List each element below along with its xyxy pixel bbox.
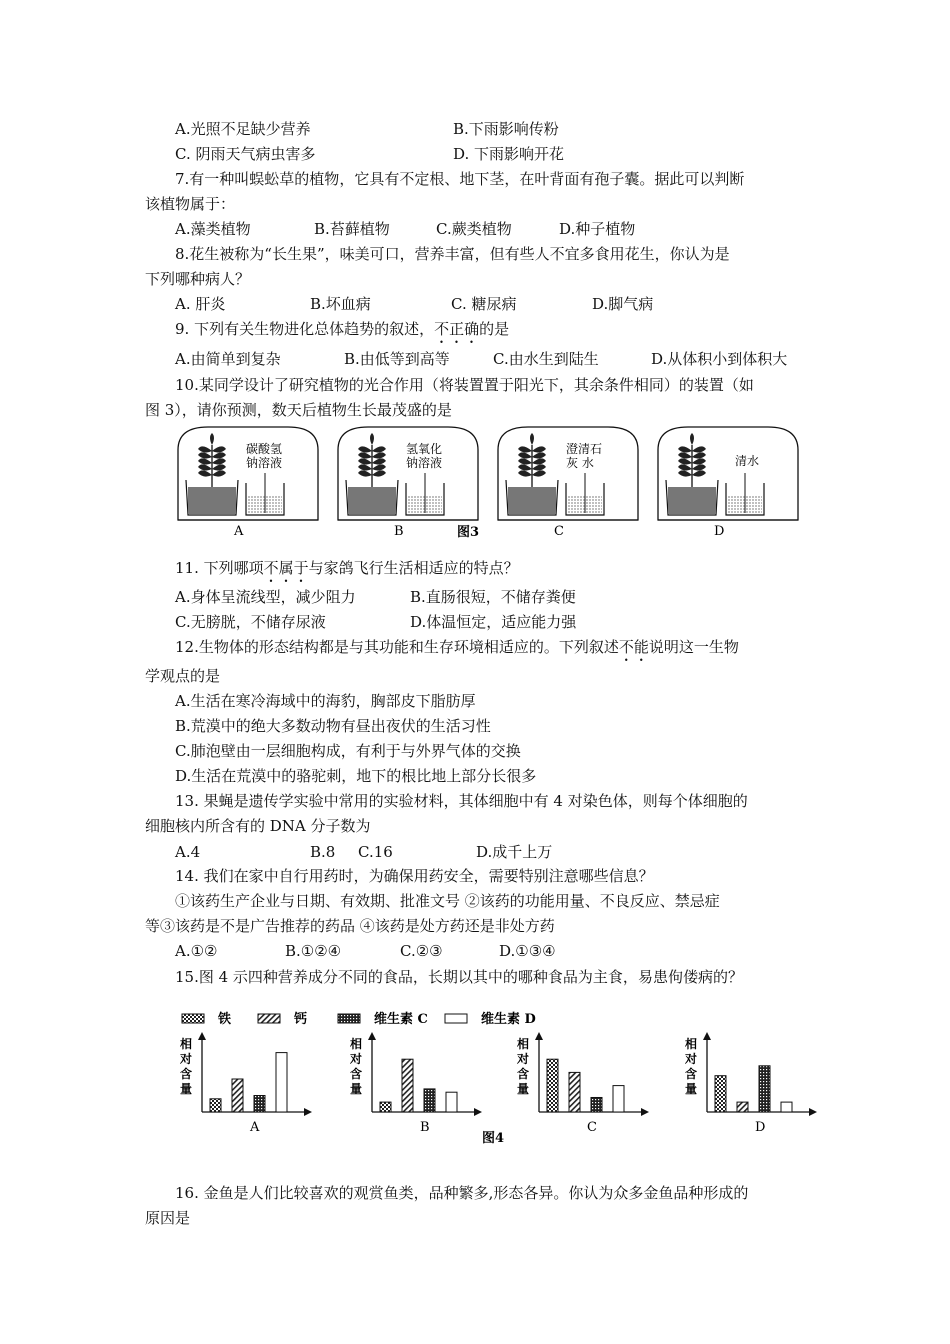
- leaf: [692, 446, 706, 452]
- q9-option-a: A.由简单到复杂: [175, 350, 281, 368]
- leaf: [530, 433, 534, 445]
- leaf: [678, 446, 692, 452]
- x-axis-arrow: [304, 1108, 312, 1116]
- panel-letter: C: [554, 524, 564, 539]
- leaf: [518, 470, 532, 476]
- bar-维生素 C: [254, 1096, 265, 1113]
- legend-label: 钙: [294, 1012, 308, 1027]
- leaf: [532, 470, 546, 476]
- q11-option-d: D.体温恒定，适应能力强: [410, 613, 577, 631]
- q12-option-a: A.生活在寒冷海域中的海豹，胸部皮下脂肪厚: [175, 692, 476, 710]
- leaf: [198, 446, 212, 452]
- q11-option-c: C.无膀胱，不储存尿液: [175, 613, 326, 631]
- leaf: [532, 464, 546, 470]
- leaf: [370, 433, 374, 445]
- legend-label: 维生素 D: [481, 1012, 536, 1027]
- q14-option-d: D.①③④: [499, 942, 556, 960]
- y-axis-label: 含: [517, 1067, 530, 1081]
- q7-stem-line2: 该植物属于：: [145, 195, 236, 213]
- q13-option-c: C.16: [358, 843, 393, 861]
- leaf: [358, 452, 372, 458]
- q14-option-c: C.②③: [400, 942, 443, 960]
- soil: [508, 487, 556, 514]
- q7-option-a: A.藻类植物: [175, 220, 251, 238]
- q13-stem-line1: 13. 果蝇是遗传学实验中常用的实验材料，其体细胞中有 4 对染色体，则每个体细胞的: [175, 792, 748, 810]
- chart-b: [349, 1032, 482, 1135]
- q8-stem-line1: 8.花生被称为“长生果”，味美可口，营养丰富，但有些人不宜多食用花生，你认为是: [175, 245, 730, 263]
- y-axis-label: 含: [180, 1067, 193, 1081]
- bar-维生素 D: [781, 1102, 792, 1112]
- apparatus-d: [658, 427, 798, 539]
- soil: [348, 487, 396, 514]
- apparatus-c: [498, 427, 638, 539]
- figure-3-apparatus: [170, 425, 820, 550]
- q14-item-line2: 等③该药是不是广告推荐的药品 ④该药是处方药还是非处方药: [145, 917, 555, 935]
- q11-stem: 11. 下列哪项不属于与家鸽飞行生活相适应的特点？: [175, 559, 519, 577]
- y-axis-label: 量: [180, 1082, 193, 1096]
- x-axis-arrow: [474, 1108, 482, 1116]
- bar-铁: [380, 1102, 391, 1112]
- q14-item-line1: ①该药生产企业与日期、有效期、批准文号 ②该药的功能用量、不良反应、禁忌症: [175, 892, 720, 910]
- leaf: [212, 464, 226, 470]
- panel-letter: B: [394, 524, 404, 539]
- q7-stem-line1: 7.有一种叫蜈蚣草的植物，它具有不定根、地下茎，在叶背面有孢子囊。据此可以判断: [175, 170, 745, 188]
- soil: [668, 487, 716, 514]
- leaf: [692, 458, 706, 464]
- q14-option-a: A.①②: [175, 942, 218, 960]
- q14-option-b: B.①②④: [285, 942, 342, 960]
- solution-label: 澄清石: [566, 442, 603, 456]
- y-axis-label: 相: [685, 1037, 698, 1051]
- q9-option-c: C.由水生到陆生: [493, 350, 599, 368]
- q6-option-c: C. 阴雨天气病虫害多: [175, 145, 316, 163]
- bar-维生素 C: [759, 1066, 770, 1112]
- solution-label: 钠溶液: [406, 456, 443, 470]
- leaf: [198, 452, 212, 458]
- leaf: [532, 458, 546, 464]
- leaf: [210, 433, 214, 445]
- legend-label: 维生素 C: [374, 1012, 428, 1027]
- q13-stem-line2: 细胞核内所含有的 DNA 分子数为: [145, 817, 371, 835]
- q13-option-a: A.4: [175, 843, 201, 861]
- q9-option-d: D.从体积小到体积大: [651, 350, 788, 368]
- figure-4-charts: [170, 1000, 840, 1150]
- y-axis-label: 对: [685, 1052, 698, 1066]
- leaf: [358, 458, 372, 464]
- q9-option-b: B.由低等到高等: [344, 350, 450, 368]
- leaf: [372, 458, 386, 464]
- leaf: [518, 452, 532, 458]
- leaf: [198, 458, 212, 464]
- leaf: [358, 470, 372, 476]
- legend-swatch: [182, 1014, 204, 1023]
- solution-label: 清水: [735, 454, 760, 468]
- q8-option-a: A. 肝炎: [175, 295, 226, 313]
- q14-stem: 14. 我们在家中自行用药时，为确保用药安全，需要特别注意哪些信息？: [175, 867, 654, 885]
- bar-钙: [402, 1059, 413, 1112]
- q13-option-b: B.8: [310, 843, 336, 861]
- q16-stem-line1: 16. 金鱼是人们比较喜欢的观赏鱼类，品种繁多,形态各异。你认为众多金鱼品种形成的: [175, 1184, 749, 1202]
- y-axis-label: 对: [350, 1052, 363, 1066]
- legend-swatch: [338, 1014, 360, 1023]
- bar-铁: [547, 1059, 558, 1112]
- q12-stem-line1: 12.生物体的形态结构都是与其功能和生存环境相适应的。下列叙述不能说明这一生物: [175, 638, 739, 656]
- q15-stem: 15.图 4 示四种营养成分不同的食品，长期以其中的哪种食品为主食，易患佝偻病的？: [175, 968, 743, 986]
- leaf: [372, 452, 386, 458]
- leaf: [532, 446, 546, 452]
- q6-option-b: B.下雨影响传粉: [453, 120, 559, 138]
- y-axis-label: 相: [517, 1037, 530, 1051]
- bar-维生素 D: [446, 1092, 457, 1112]
- solution-label: 钠溶液: [246, 456, 283, 470]
- chart-letter: D: [755, 1120, 766, 1135]
- bar-铁: [210, 1099, 221, 1112]
- leaf: [678, 464, 692, 470]
- apparatus-a: [178, 427, 318, 539]
- q12-option-b: B.荒漠中的绝大多数动物有昼出夜伏的生活习性: [175, 717, 491, 735]
- q8-option-d: D.脚气病: [592, 295, 654, 313]
- panel-letter: D: [714, 524, 725, 539]
- leaf: [678, 452, 692, 458]
- y-axis-label: 对: [180, 1052, 193, 1066]
- y-axis-label: 相: [350, 1037, 363, 1051]
- chart-letter: B: [420, 1120, 430, 1135]
- y-axis-label: 量: [685, 1082, 698, 1096]
- y-axis-label: 相: [180, 1037, 193, 1051]
- leaf: [518, 464, 532, 470]
- q10-stem-line2: 图 3），请你预测，数天后植物生长最茂盛的是: [145, 401, 452, 419]
- bar-维生素 C: [591, 1097, 602, 1112]
- chart-letter: A: [250, 1120, 260, 1135]
- apparatus-b: [338, 427, 478, 539]
- chart-d: [684, 1032, 817, 1135]
- q8-stem-line2: 下列哪种病人？: [145, 270, 251, 288]
- leaf: [690, 433, 694, 445]
- q13-option-d: D.成千上万: [476, 843, 553, 861]
- bar-钙: [232, 1079, 243, 1112]
- legend-label: 铁: [218, 1012, 232, 1027]
- solution-label: 氢氧化: [406, 442, 443, 456]
- leaf: [198, 470, 212, 476]
- leaf: [212, 470, 226, 476]
- y-axis-label: 量: [517, 1082, 530, 1096]
- leaf: [358, 446, 372, 452]
- leaf: [212, 452, 226, 458]
- panel-letter: A: [234, 524, 244, 539]
- q7-option-b: B.苔藓植物: [314, 220, 390, 238]
- chart-a: [179, 1032, 312, 1135]
- leaf: [692, 464, 706, 470]
- q9-stem: 9. 下列有关生物进化总体趋势的叙述，不正确的是: [175, 320, 510, 338]
- q10-stem-line1: 10.某同学设计了研究植物的光合作用（将装置置于阳光下，其余条件相同）的装置（如: [175, 376, 754, 394]
- bar-钙: [569, 1072, 580, 1112]
- y-axis-label: 量: [350, 1082, 363, 1096]
- solution-label: 灰 水: [566, 456, 594, 470]
- y-axis-arrow: [198, 1032, 206, 1040]
- leaf: [692, 470, 706, 476]
- bar-钙: [737, 1102, 748, 1112]
- leaf: [372, 470, 386, 476]
- chart-c: [516, 1032, 649, 1135]
- q6-option-d: D. 下雨影响开花: [453, 145, 565, 163]
- leaf: [532, 452, 546, 458]
- leaf: [358, 464, 372, 470]
- legend-swatch: [258, 1014, 280, 1023]
- figure-3-caption: 图3: [457, 525, 480, 540]
- bar-铁: [715, 1076, 726, 1112]
- q8-option-c: C. 糖尿病: [451, 295, 517, 313]
- leaf: [678, 470, 692, 476]
- solution-label: 碳酸氢: [246, 442, 283, 456]
- leaf: [198, 464, 212, 470]
- q12-stem-line2: 学观点的是: [145, 667, 221, 685]
- q7-option-c: C.蕨类植物: [436, 220, 512, 238]
- leaf: [692, 452, 706, 458]
- y-axis-arrow: [535, 1032, 543, 1040]
- q8-option-b: B.坏血病: [310, 295, 371, 313]
- y-axis-arrow: [703, 1032, 711, 1040]
- soil: [188, 487, 236, 514]
- q12-option-c: C.肺泡壁由一层细胞构成，有利于与外界气体的交换: [175, 742, 521, 760]
- legend-swatch: [445, 1014, 467, 1023]
- bar-维生素 D: [613, 1086, 624, 1112]
- q6-option-a: A.光照不足缺少营养: [175, 120, 311, 138]
- leaf: [212, 458, 226, 464]
- y-axis-arrow: [368, 1032, 376, 1040]
- chart-letter: C: [587, 1120, 597, 1135]
- q11-option-b: B.直肠很短，不储存粪便: [410, 588, 576, 606]
- leaf: [372, 446, 386, 452]
- bar-维生素 C: [424, 1089, 435, 1112]
- leaf: [372, 464, 386, 470]
- q11-option-a: A.身体呈流线型，减少阻力: [175, 588, 356, 606]
- q7-option-d: D.种子植物: [559, 220, 636, 238]
- y-axis-label: 对: [517, 1052, 530, 1066]
- bar-维生素 D: [276, 1053, 287, 1112]
- x-axis-arrow: [809, 1108, 817, 1116]
- q12-option-d: D.生活在荒漠中的骆驼刺，地下的根比地上部分长很多: [175, 767, 537, 785]
- leaf: [212, 446, 226, 452]
- leaf: [518, 458, 532, 464]
- y-axis-label: 含: [350, 1067, 363, 1081]
- leaf: [518, 446, 532, 452]
- figure-4-caption: 图4: [482, 1131, 505, 1146]
- leaf: [678, 458, 692, 464]
- y-axis-label: 含: [685, 1067, 698, 1081]
- x-axis-arrow: [641, 1108, 649, 1116]
- q16-stem-line2: 原因是: [145, 1209, 191, 1227]
